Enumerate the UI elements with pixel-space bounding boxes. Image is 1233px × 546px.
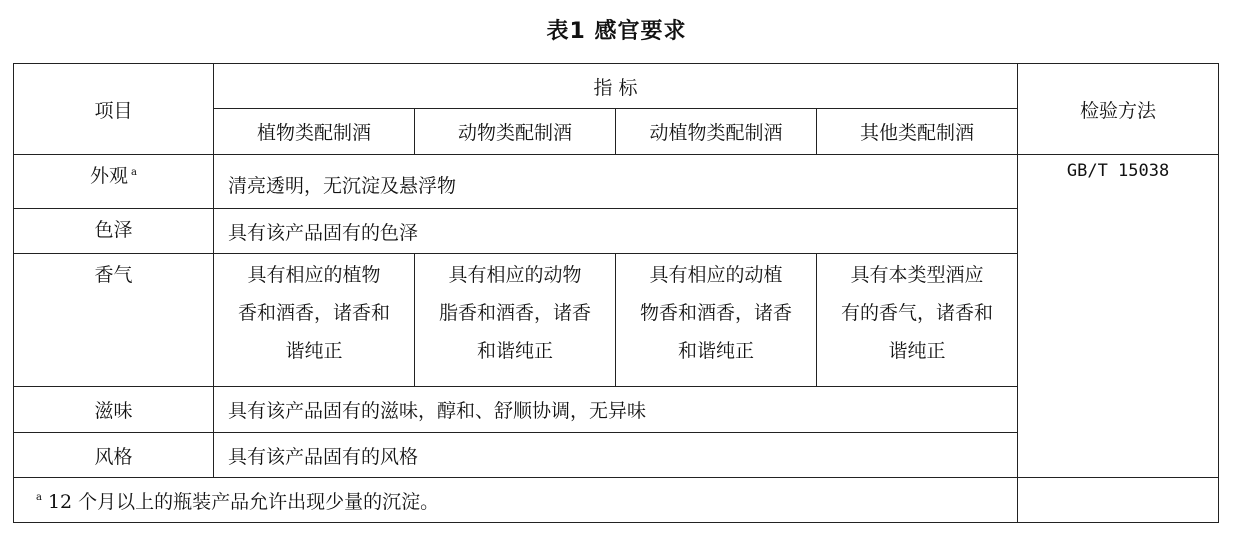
header-item: 项目 bbox=[14, 64, 214, 155]
aroma-animal-plant-line: 和谐纯正 bbox=[677, 340, 754, 362]
footnote-mark: a bbox=[131, 166, 137, 178]
header-category-plant: 植物类配制酒 bbox=[214, 109, 415, 155]
header-category-other: 其他类配制酒 bbox=[817, 109, 1018, 155]
footnote-method-cell bbox=[1018, 478, 1219, 523]
row-footnote bbox=[14, 478, 1219, 523]
row-label-taste: 滋味 bbox=[14, 387, 214, 433]
aroma-animal-line: 脂香和酒香，诸香 bbox=[438, 302, 591, 324]
row-label-style: 风格 bbox=[14, 433, 214, 478]
header-category-animal: 动物类配制酒 bbox=[415, 109, 616, 155]
header-method: 检验方法 bbox=[1018, 64, 1219, 155]
header-row-1 bbox=[14, 64, 1219, 109]
row-label-color: 色泽 bbox=[14, 209, 214, 254]
aroma-other-line: 有的香气，诸香和 bbox=[841, 302, 994, 324]
footnote-text: 12 个月以上的瓶装产品允许出现少量的沉淀。 bbox=[47, 490, 440, 513]
aroma-animal-line: 具有相应的动物 bbox=[448, 264, 582, 286]
appearance-value: 清亮透明，无沉淀及悬浮物 bbox=[214, 155, 1018, 209]
aroma-other-line: 谐纯正 bbox=[888, 340, 946, 362]
footnote bbox=[14, 478, 1018, 523]
footnote-note-mark: a bbox=[36, 492, 42, 504]
row-label-appearance bbox=[14, 155, 214, 209]
header-indicator: 指 标 bbox=[214, 64, 1018, 109]
appearance-label-text: 外观 bbox=[90, 165, 129, 187]
aroma-plant-line: 谐纯正 bbox=[285, 340, 343, 362]
aroma-animal-plant-line: 具有相应的动植 bbox=[649, 264, 783, 286]
aroma-plant bbox=[214, 254, 415, 387]
aroma-plant-line: 具有相应的植物 bbox=[247, 264, 381, 286]
aroma-plant-line: 香和酒香，诸香和 bbox=[237, 302, 390, 324]
aroma-animal-line: 和谐纯正 bbox=[476, 340, 553, 362]
method-value: GB/T 15038 bbox=[1018, 155, 1219, 478]
table-title: 表1 感官要求 bbox=[546, 19, 687, 44]
aroma-animal-plant-line: 物香和酒香，诸香 bbox=[639, 302, 792, 324]
row-label-aroma: 香气 bbox=[14, 254, 214, 387]
aroma-animal bbox=[415, 254, 616, 387]
header-category-animal-plant: 动植物类配制酒 bbox=[616, 109, 817, 155]
taste-value: 具有该产品固有的滋味，醇和、舒顺协调，无异味 bbox=[214, 387, 1018, 433]
style-value: 具有该产品固有的风格 bbox=[214, 433, 1018, 478]
aroma-other bbox=[817, 254, 1018, 387]
color-value: 具有该产品固有的色泽 bbox=[214, 209, 1018, 254]
row-appearance bbox=[14, 155, 1219, 209]
aroma-animal-plant bbox=[616, 254, 817, 387]
aroma-other-line: 具有本类型酒应 bbox=[850, 264, 984, 286]
sensory-requirements-table bbox=[13, 63, 1219, 523]
